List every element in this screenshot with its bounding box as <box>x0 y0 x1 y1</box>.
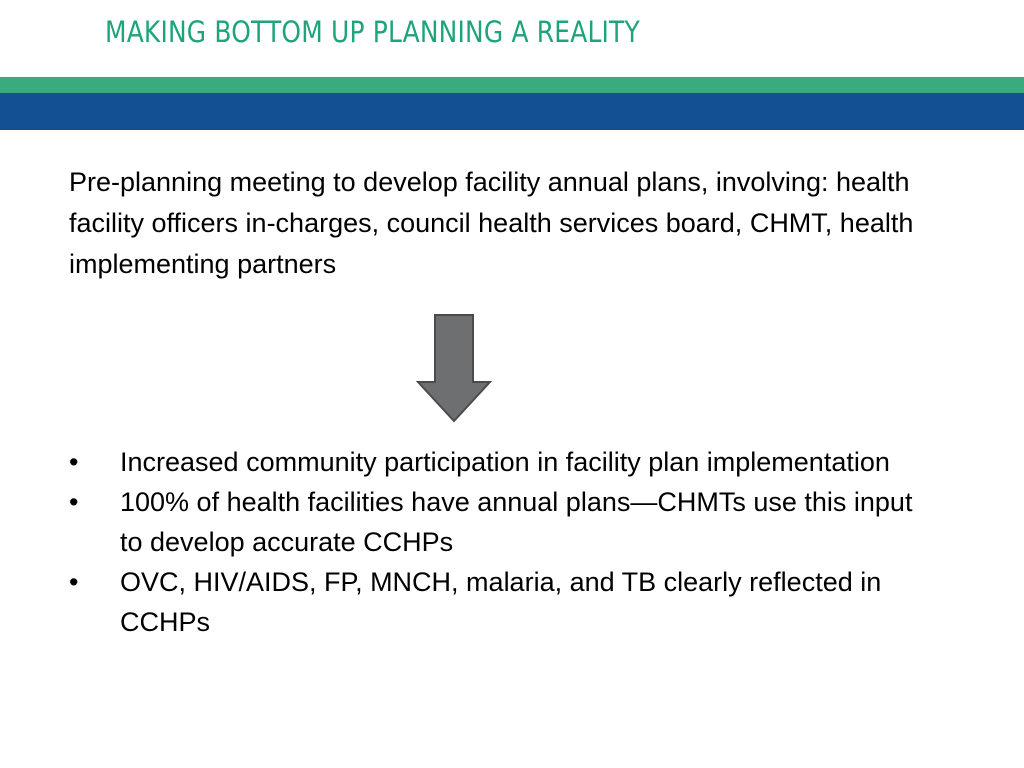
list-item <box>69 442 939 482</box>
list-item-text: OVC, HIV/AIDS, FP, MNCH, malaria, and TB clearly reflected in CCHPs <box>120 567 882 637</box>
bullet-marker: • <box>69 447 79 477</box>
header-green-band <box>0 77 1024 93</box>
slide-title: MAKING BOTTOM UP PLANNING A REALITY <box>105 15 640 49</box>
list-item-text: Increased community participation in facility plan implementation <box>120 447 890 477</box>
down-arrow-icon <box>416 314 492 424</box>
intro-paragraph: Pre-planning meeting to develop facility annual plans, involving: health facility officers in-charges, council health services board, CHMT, health implementing partners <box>69 167 914 279</box>
list-item-text: 100% of health facilities have annual plans—CHMTs use this input to develop accurate CCHPs <box>120 487 913 557</box>
header-blue-band <box>0 93 1024 130</box>
list-item <box>69 482 939 562</box>
list-item <box>69 562 939 642</box>
outcome-list <box>69 442 939 642</box>
bullet-marker: • <box>69 567 79 597</box>
bullet-marker: • <box>69 487 79 517</box>
